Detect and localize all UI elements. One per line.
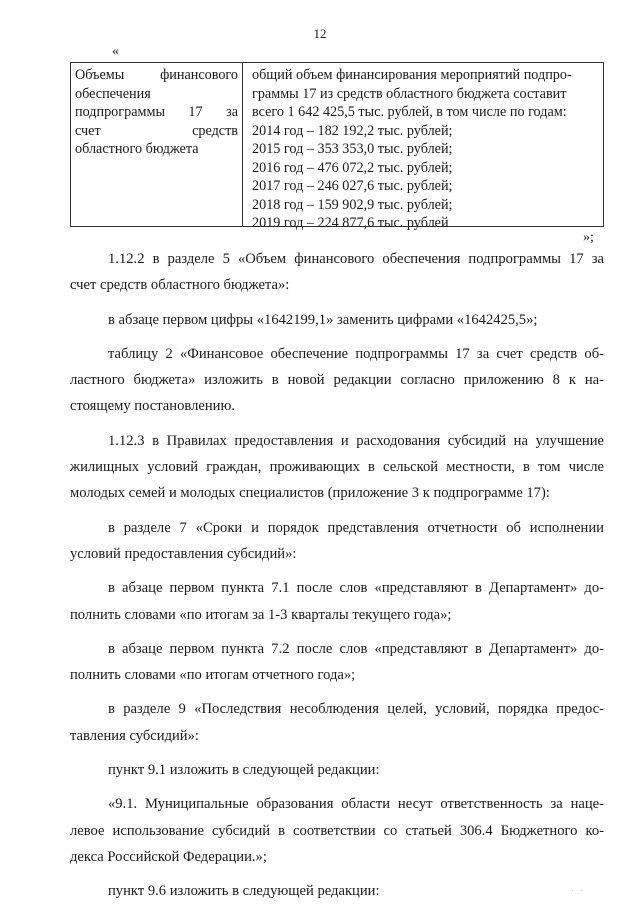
paragraph [70, 696, 604, 749]
paragraph [70, 246, 604, 299]
paragraph-line: ластного бюджета» изложить в новой редакции согласно приложению 8 к на- [70, 372, 604, 389]
paragraph-gap [70, 749, 604, 757]
table-left-line: обеспечения [75, 85, 151, 102]
paragraph-line: молодых семей и молодых специалистов (приложение 3 к подпрограмме 17): [70, 485, 550, 502]
table-right-line: 2019 год – 224 877,6 тыс. рублей [252, 215, 449, 231]
paragraph [70, 791, 604, 870]
table-right-line: 2017 год – 246 027,6 тыс. рублей; [252, 178, 453, 194]
table-left-line: Объемы финансового [75, 67, 238, 83]
table-right-line: 2016 год – 476 072,2 тыс. рублей; [252, 159, 453, 176]
table-right-line: граммы 17 из средств областного бюджета составит [252, 85, 567, 102]
paragraph [70, 575, 604, 628]
paragraph-line: в разделе 9 «Последствия несоблюдения целей, условий, порядка предос- [108, 701, 604, 718]
paragraph [70, 341, 604, 420]
table-right-line: всего 1 642 425,5 тыс. рублей, в том числе по годам: [252, 104, 567, 120]
paragraph-line: в абзаце первом пункта 7.1 после слов «представляют в Департамент» до- [108, 580, 604, 597]
paragraph [70, 757, 604, 783]
paragraph-gap [70, 507, 604, 515]
paragraph-gap [70, 567, 604, 575]
paragraph-line: в абзаце первом пункта 7.2 после слов «представляют в Департамент» до- [108, 640, 604, 657]
paragraph [70, 878, 604, 904]
paragraph-gap [70, 870, 604, 878]
document-body [70, 246, 604, 905]
paragraph-line: декса Российской Федерации.»; [70, 848, 267, 865]
paragraph-line: таблицу 2 «Финансовое обеспечение подпрограммы 17 за счет средств об- [108, 345, 604, 362]
table-left-line: подпрограммы 17 за [75, 104, 238, 120]
close-quote-mark: »; [583, 230, 594, 245]
paragraph-line: счет средств областного бюджета»: [70, 277, 290, 294]
paragraph-gap [70, 688, 604, 696]
paragraph [70, 636, 604, 689]
financing-table [70, 62, 604, 231]
paragraph-line: полнить словами «по итогам отчетного года»; [70, 667, 356, 684]
open-quote-mark: « [112, 44, 119, 59]
paragraph-gap [70, 420, 604, 428]
paragraph-line: тавления субсидий»: [70, 727, 199, 744]
paragraph-line: пункт 9.1 изложить в следующей редакции: [108, 762, 380, 779]
paragraph-line: в абзаце первом цифры «1642199,1» заменить цифрами «1642425,5»; [108, 311, 538, 328]
table-left-line: счет средств [75, 122, 238, 139]
table-left-line: областного бюджета [75, 141, 199, 157]
table-left-column [71, 63, 243, 226]
paragraph-line: полнить словами «по итогам за 1-3 кварталы текущего года»; [70, 606, 452, 623]
paragraph-gap [70, 333, 604, 341]
paragraph-line: пункт 9.6 изложить в следующей редакции: [108, 883, 380, 900]
paragraph-line: условий предоставления субсидий»: [70, 545, 297, 562]
paragraph [70, 515, 604, 568]
paragraph-line: 1.12.2 в разделе 5 «Объем финансового обеспечения подпрограммы 17 за [108, 251, 604, 267]
paragraph-line: стоящему постановлению. [70, 398, 236, 415]
paragraph [70, 307, 604, 333]
table-right-line: 2014 год – 182 192,2 тыс. рублей; [252, 122, 453, 139]
paragraph-line: 1.12.3 в Правилах предоставления и расходования субсидий на улучшение [108, 432, 604, 449]
paragraph-line: «9.1. Муниципальные образования области несут ответственность за наце- [108, 796, 604, 813]
paragraph-gap [70, 628, 604, 636]
paragraph-gap [70, 299, 604, 307]
paragraph-line: в разделе 7 «Сроки и порядок представления отчетности об исполнении [108, 519, 604, 536]
table-right-line: 2015 год – 353 353,0 тыс. рублей; [252, 141, 453, 157]
paragraph-line: жилищных условий граждан, проживающих в сельской местности, в том числе [70, 459, 604, 476]
paragraph-line: левое использование субсидий в соответствии со статьей 306.4 Бюджетного ко- [70, 822, 604, 839]
corner-mark: . . [572, 887, 586, 893]
table-right-column [243, 63, 603, 231]
paragraph [70, 428, 604, 507]
paragraph-gap [70, 783, 604, 791]
page-number: 12 [313, 26, 327, 41]
table-right-line: общий объем финансирования мероприятий подпро- [252, 67, 572, 83]
table-right-line: 2018 год – 159 902,9 тыс. рублей; [252, 196, 453, 213]
